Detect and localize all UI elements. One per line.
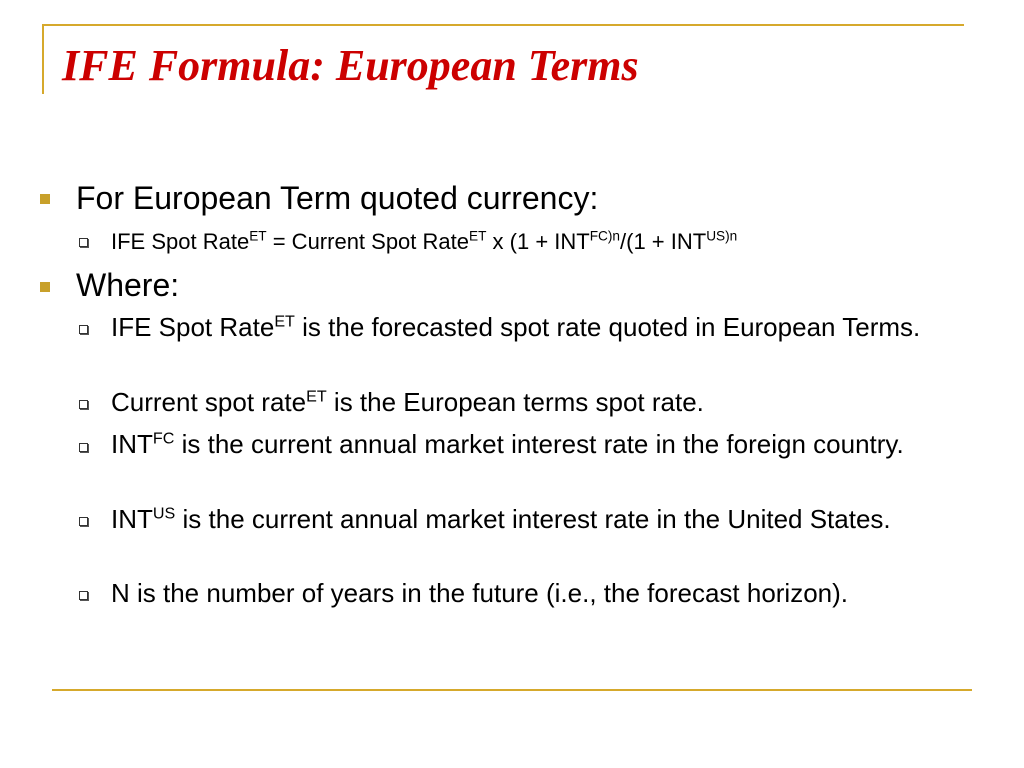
- definition-int-fc: [111, 428, 1001, 460]
- definition-superscript: US: [152, 504, 176, 523]
- definition-current-spot-rate: [111, 386, 1001, 418]
- definition-rest: is the current annual market interest rate in the foreign country.: [174, 429, 904, 459]
- formula-part: IFE Spot Rate: [111, 229, 250, 254]
- definition-int-us: [111, 503, 1001, 535]
- hollow-square-bullet-icon: [79, 400, 88, 409]
- formula-part: x (1 + INT: [486, 229, 590, 254]
- formula-superscript: n: [612, 228, 620, 244]
- definition-ife-spot-rate: [111, 311, 1001, 343]
- ife-formula: [111, 229, 1001, 255]
- formula-part: = Current Spot Rate: [266, 229, 469, 254]
- square-bullet-icon: [40, 282, 50, 292]
- definition-rest: is the European terms spot rate.: [326, 387, 704, 417]
- definition-superscript: ET: [306, 387, 327, 406]
- definition-superscript: ET: [274, 312, 295, 331]
- hollow-square-bullet-icon: [79, 238, 88, 247]
- hollow-square-bullet-icon: [79, 517, 88, 526]
- definition-lead: INT: [111, 429, 153, 459]
- definition-rest: is the forecasted spot rate quoted in European Terms.: [294, 312, 921, 342]
- bullet-text-european-term: For European Term quoted currency:: [76, 180, 599, 216]
- definition-lead: Current spot rate: [111, 387, 307, 417]
- slide-title: IFE Formula: European Terms: [62, 41, 639, 90]
- definition-rest: is the current annual market interest rate in the United States.: [175, 504, 891, 534]
- definition-n-years: [111, 577, 1001, 609]
- formula-superscript: n: [729, 228, 738, 244]
- formula-superscript: ET: [469, 228, 487, 244]
- frame-bottom-rule: [52, 689, 972, 691]
- formula-superscript: FC): [589, 228, 613, 244]
- hollow-square-bullet-icon: [79, 325, 88, 334]
- square-bullet-icon: [40, 194, 50, 204]
- hollow-square-bullet-icon: [79, 591, 88, 600]
- formula-part: /(1 + INT: [620, 229, 707, 254]
- definition-lead: INT: [111, 504, 153, 534]
- definition-lead: IFE Spot Rate: [111, 312, 275, 342]
- frame-left-rule: [42, 24, 44, 94]
- frame-top-rule: [42, 24, 964, 26]
- definition-lead: N is the number of years in the future (i.e., the forecast horizon).: [111, 578, 849, 608]
- hollow-square-bullet-icon: [79, 443, 88, 452]
- formula-superscript: US): [706, 228, 730, 244]
- formula-superscript: ET: [249, 228, 267, 244]
- definition-superscript: FC: [152, 429, 175, 448]
- bullet-text-where: Where:: [76, 267, 180, 303]
